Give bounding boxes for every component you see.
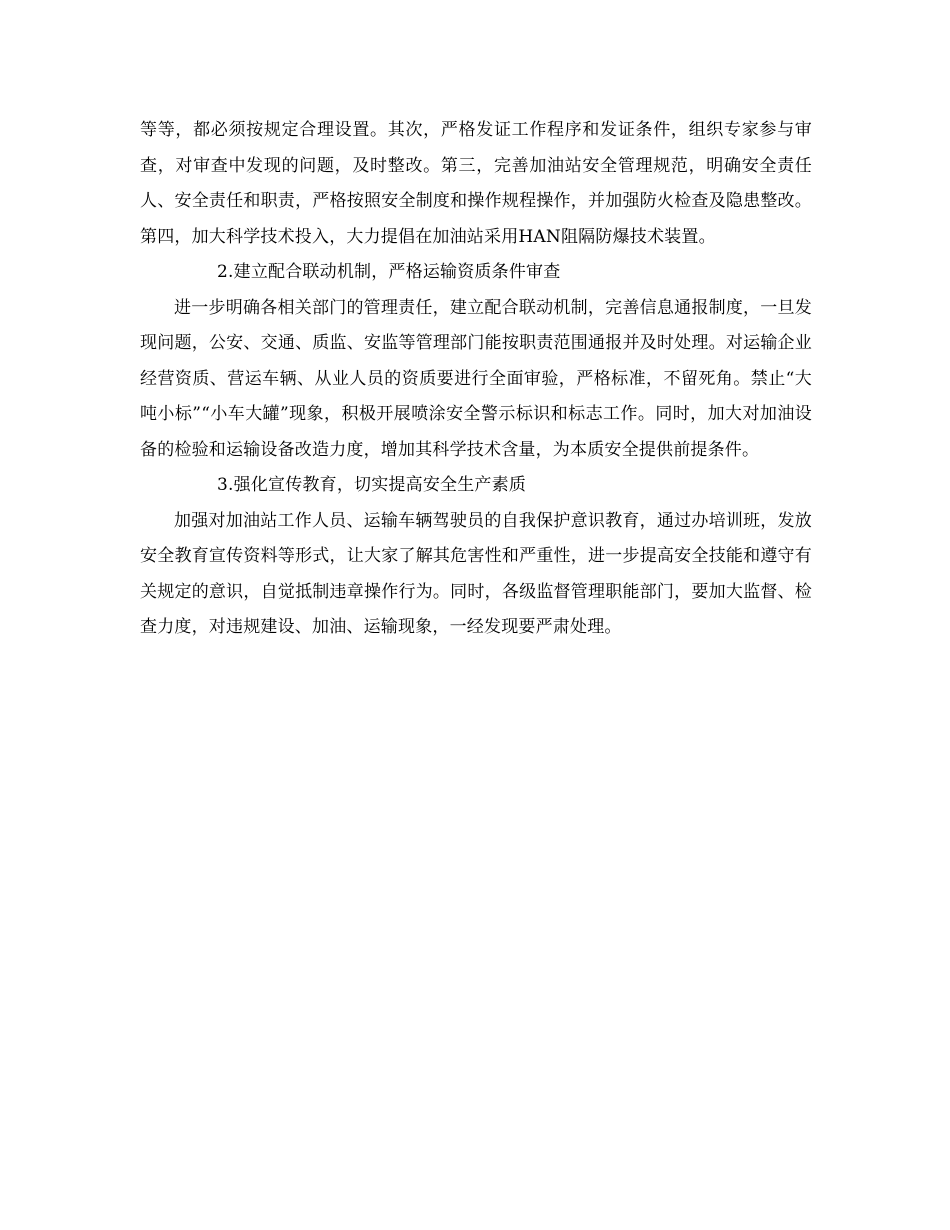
paragraph-publicity-education: 加强对加油站工作人员、运输车辆驾驶员的自我保护意识教育，通过办培训班，发放安全教育宣传资料等形式，让大家了解其危害性和严重性，进一步提高安全技能和遵守有关规定的意识，自觉抵制违章操作行为。同时，各级监督管理职能部门，要加大监督、检查力度，对违规建设、加油、运输现象，一经发现要严肃处理。: [140, 510, 812, 637]
paragraph-safety-measures: 等等，都必须按规定合理设置。其次，严格发证工作程序和发证条件，组织专家参与审查，对审查中发现的问题，及时整改。第三，完善加油站安全管理规范，明确安全责任人、安全责任和职责，严格按照安全制度和操作规程操作，并加强防火检查及隐患整改。第四，加大科学技术投入，大力提倡在加油站采用HAN阻隔防爆技术装置。: [140, 120, 812, 247]
paragraph-linkage-mechanism: 进一步明确各相关部门的管理责任，建立配合联动机制，完善信息通报制度，一旦发现问题，公安、交通、质监、安监等管理部门能按职责范围通报并及时处理。对运输企业经营资质、营运车辆、从业人员的资质要进行全面审验，严格标准，不留死角。禁止“大吨小标”“小车大罐”现象，积极开展喷涂安全警示标识和标志工作。同时，加大对加油设备的检验和运输设备改造力度，增加其科学技术含量，为本质安全提供前提条件。: [140, 297, 812, 460]
document-body: [140, 113, 812, 646]
section-heading-publicity-education: 3.强化宣传教育，切实提高安全生产素质: [217, 475, 527, 495]
section-heading-linkage-mechanism: 2.建立配合联动机制，严格运输资质条件审查: [217, 262, 561, 282]
